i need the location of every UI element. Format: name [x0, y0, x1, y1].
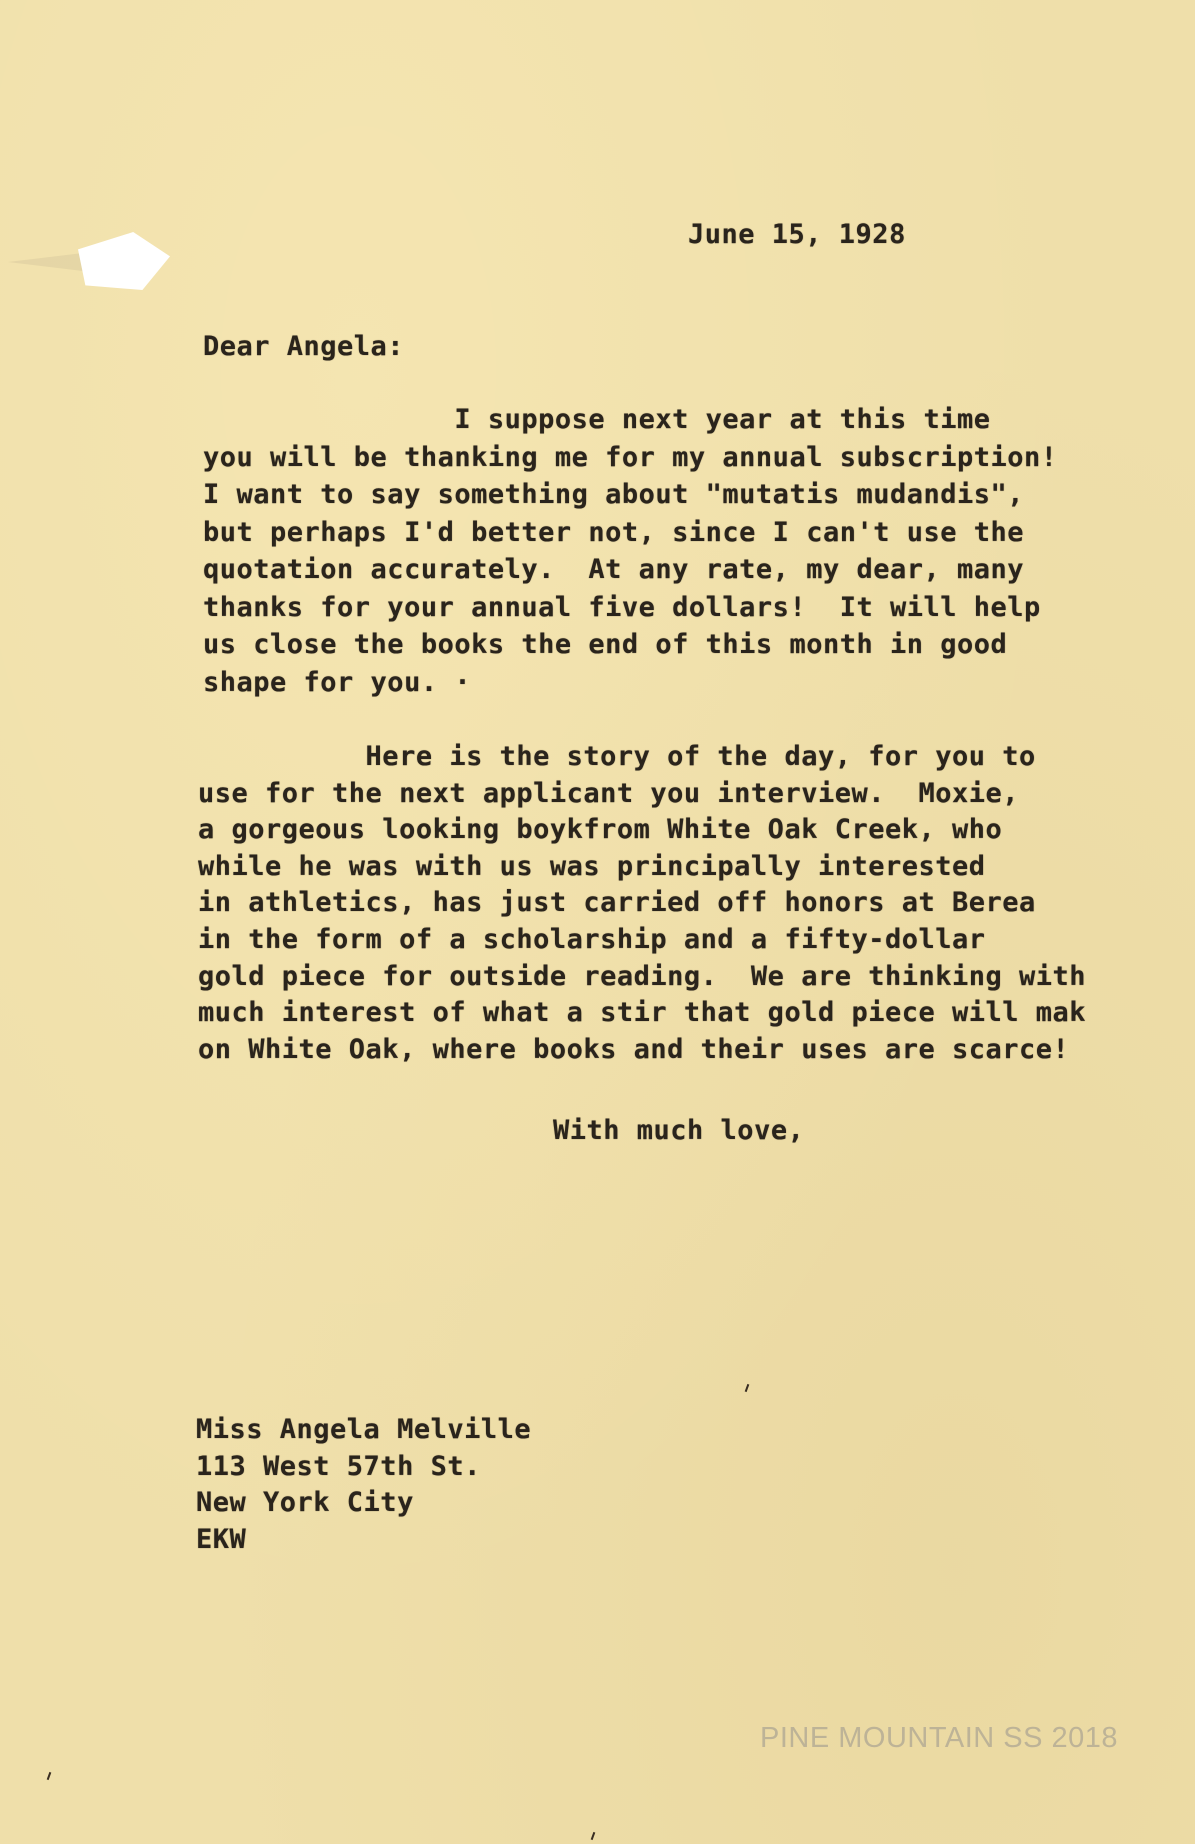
archive-watermark: PINE MOUNTAIN SS 2018: [760, 1722, 1119, 1754]
paper-speck: [47, 1772, 52, 1780]
torn-hole: [78, 232, 170, 290]
letter-closing: With much love,: [553, 1115, 805, 1146]
letter-salutation: Dear Angela:: [203, 331, 405, 362]
recipient-address: Miss Angela Melville 113 West 57th St. New York City EKW: [196, 1414, 532, 1555]
letter-paragraph-1: I suppose next year at this time you will be thanking me for my annual subscription! I want to say something about "mutatis mudandis", but perhaps I'd better not, since I can't use the quotation accurately. At any rate, my dear, many thanks for your annual five dollars! It will help us close the books the end of this month in good shape for you. ·: [203, 404, 1058, 698]
letter-paragraph-2: Here is the story of the day, for you to use for the next applicant you interview. Moxie, a gorgeous looking boykfrom White Oak Creek, who while he was with us was principally interested in athletics, has just carried off honors at Berea in the form of a scholarship and a fifty-dollar gold piece for outside reading. We are thinking with much interest of what a stir that gold piece will mak on White Oak, where books and their uses are scarce!: [198, 741, 1087, 1065]
paper-speck: [591, 1832, 596, 1840]
paper-speck: [745, 1384, 750, 1392]
torn-edge: [8, 250, 88, 274]
letter-date: June 15, 1928: [688, 219, 906, 250]
